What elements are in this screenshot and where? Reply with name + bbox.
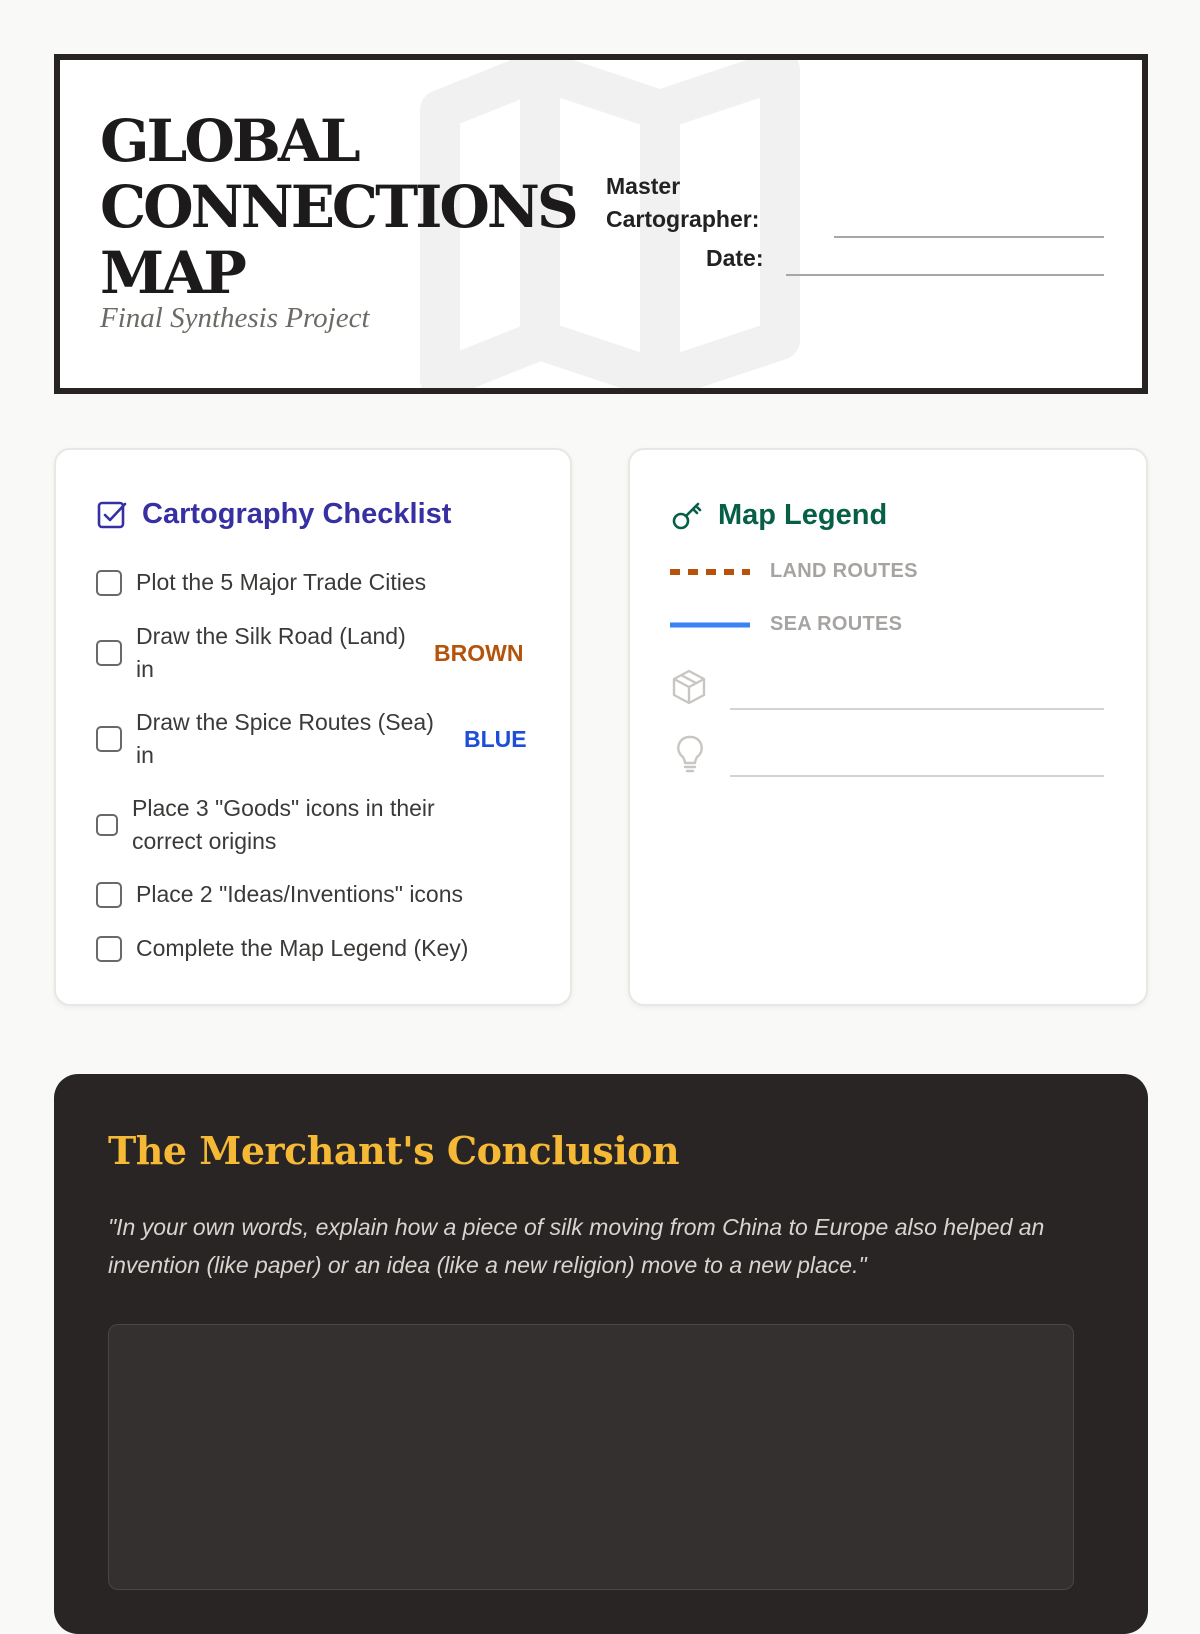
- checkbox[interactable]: [96, 936, 122, 962]
- key-icon: [670, 498, 704, 532]
- checkbox[interactable]: [96, 570, 122, 596]
- conclusion-title: The Merchant's Conclusion: [108, 1128, 680, 1173]
- checkbox[interactable]: [96, 882, 122, 908]
- checklist-item: Complete the Map Legend (Key): [96, 932, 528, 965]
- solid-line-swatch: [670, 621, 750, 629]
- lightbulb-icon: [674, 734, 706, 774]
- conclusion-section: [54, 1074, 1148, 1634]
- legend-title: Map Legend: [670, 498, 887, 532]
- checkbox[interactable]: [96, 814, 118, 836]
- checkbox-icon: [96, 499, 128, 531]
- cartographer-field[interactable]: [834, 236, 1104, 238]
- legend-row-sea: SEA ROUTES: [670, 613, 902, 636]
- legend-card: [628, 448, 1148, 1006]
- checklist-title: Cartography Checklist: [96, 498, 451, 531]
- header-card: [54, 54, 1148, 394]
- date-label: Date:: [706, 245, 764, 271]
- checklist-item: Draw the Silk Road (Land) in BROWN: [96, 620, 528, 686]
- date-field[interactable]: [786, 274, 1104, 276]
- conclusion-answer-box[interactable]: [108, 1324, 1074, 1590]
- legend-row-land: LAND ROUTES: [670, 560, 918, 583]
- cartographer-label: Master Cartographer:: [606, 173, 760, 232]
- checklist-card: [54, 448, 572, 1006]
- dashed-line-swatch: [670, 568, 750, 576]
- conclusion-prompt: "In your own words, explain how a piece of silk moving from China to Europe also helped an invention (like paper) or an idea (like a new religion) move to a new place.": [108, 1214, 1045, 1278]
- legend-blank-line[interactable]: [730, 708, 1104, 710]
- color-keyword: BLUE: [464, 725, 527, 752]
- color-keyword: BROWN: [434, 639, 524, 666]
- checklist-item: Place 2 "Ideas/Inventions" icons: [96, 878, 528, 911]
- checkbox[interactable]: [96, 640, 122, 666]
- page-title: GLOBAL CONNECTIONS MAP: [100, 107, 576, 307]
- package-icon: [670, 668, 708, 706]
- checklist-item: Draw the Spice Routes (Sea) in BLUE: [96, 706, 528, 772]
- legend-blank-line[interactable]: [730, 775, 1104, 777]
- checkbox[interactable]: [96, 726, 122, 752]
- checklist-item: Place 3 "Goods" icons in their correct origins: [96, 792, 528, 858]
- checklist-item: Plot the 5 Major Trade Cities: [96, 566, 528, 599]
- page-subtitle: Final Synthesis Project: [100, 302, 370, 334]
